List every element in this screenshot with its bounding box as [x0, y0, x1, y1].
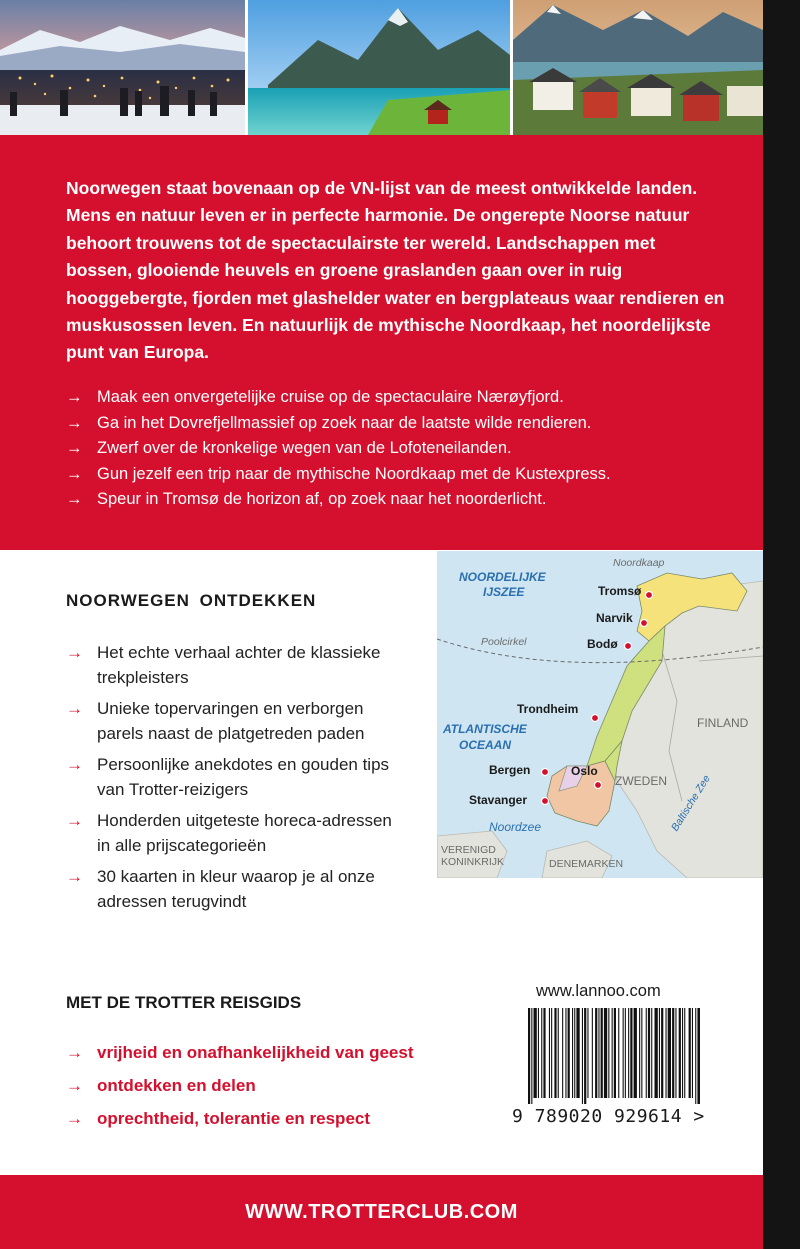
intro-panel — [0, 135, 763, 550]
map-label-sea-north: IJSZEE — [483, 585, 525, 599]
barcode-bar — [554, 1008, 556, 1098]
barcode-bar — [648, 1008, 650, 1098]
barcode-bar — [695, 1008, 696, 1104]
list-item: → ontdekken en delen — [66, 1076, 256, 1095]
barcode-bar — [675, 1008, 676, 1098]
map-label-sea-atlantic: OCEAAN — [459, 738, 512, 752]
arrow-icon: → — [66, 490, 83, 509]
isbn-number: 9 789020 929614 > — [512, 1106, 705, 1127]
barcode-bar — [534, 1008, 537, 1098]
arrow-icon: → — [66, 699, 83, 718]
norway-map — [437, 551, 763, 878]
trotter-heading: MET DE TROTTER REISGIDS — [66, 993, 302, 1012]
barcode-bar — [682, 1008, 683, 1098]
barcode-bar — [592, 1008, 593, 1098]
map-label-trondheim: Trondheim — [517, 702, 579, 716]
barcode-bar — [538, 1008, 539, 1098]
barcode-bar — [679, 1008, 681, 1098]
arrow-icon: → — [66, 1043, 83, 1062]
arrow-icon: → — [66, 388, 83, 406]
arrow-icon: → — [66, 439, 83, 458]
barcode-bar — [528, 1008, 530, 1104]
map-label-stavanger: Stavanger — [469, 793, 528, 807]
barcode-bar — [625, 1008, 626, 1098]
barcode-bar — [639, 1008, 640, 1098]
map-label-oslo: Oslo — [571, 764, 598, 778]
list-item: → Speur in Tromsø de horizon af, op zoek naar het noorderlicht. — [66, 487, 611, 513]
barcode-bar — [646, 1008, 647, 1098]
barcode-bar — [623, 1008, 624, 1098]
map-label-denemarken: DENEMARKEN — [549, 858, 624, 870]
photo-village-mountains — [513, 0, 763, 135]
barcode-bar — [582, 1008, 583, 1104]
map-label-zweden: ZWEDEN — [615, 774, 667, 788]
barcode-bar — [618, 1008, 619, 1098]
barcode-bar — [568, 1008, 570, 1098]
list-item: → Ga in het Dovrefjellmassief op zoek naar de laatste wilde rendieren. — [66, 411, 611, 437]
arrow-icon: → — [66, 755, 83, 774]
arrow-icon: → — [66, 1076, 83, 1095]
barcode-bar — [689, 1008, 691, 1098]
discover-list — [66, 641, 396, 921]
arrow-icon: → — [66, 1109, 83, 1128]
map-label-sea-atlantic: ATLANTISCHE — [443, 722, 527, 736]
barcode-bar — [668, 1008, 671, 1098]
barcode-bar — [651, 1008, 652, 1098]
barcode-bar — [666, 1008, 667, 1098]
list-item: → Maak een onvergetelijke cruise op de spectaculaire Nærøyfjord. — [66, 385, 611, 411]
barcode-bar — [572, 1008, 573, 1098]
map-label-noordkaap: Noordkaap — [613, 557, 665, 569]
photo-lofoten-fjord — [248, 0, 510, 135]
footer-url[interactable]: WWW.TROTTERCLUB.COM — [245, 1201, 518, 1223]
list-item: → vrijheid en onafhankelijkheid van geest — [66, 1043, 414, 1062]
arrow-icon: → — [66, 811, 83, 830]
barcode-bar — [543, 1008, 545, 1098]
barcode-bar — [661, 1008, 663, 1098]
highlights-list — [66, 385, 611, 513]
barcode-bar — [562, 1008, 563, 1098]
footer-bar — [0, 1175, 763, 1249]
book-spine — [763, 0, 800, 1249]
trotter-values-list — [66, 1042, 413, 1141]
barcode-bar — [628, 1008, 629, 1098]
city-dot-bergen — [542, 769, 549, 776]
list-item: → oprechtheid, tolerantie en respect — [66, 1109, 371, 1128]
list-item: → 30 kaarten in kleur waarop je al onze adressen terugvindt — [66, 867, 375, 911]
photo-tromso-night — [0, 0, 245, 135]
map-label-narvik: Narvik — [596, 611, 633, 625]
barcode-bar — [541, 1008, 542, 1098]
barcode-bar — [608, 1008, 609, 1098]
map-label-finland: FINLAND — [697, 716, 749, 730]
barcode-bar — [549, 1008, 550, 1098]
list-item: → Unieke topervaringen en verborgen parels naast de platgetreden paden — [66, 699, 365, 743]
barcode-bar — [692, 1008, 693, 1098]
city-dot-oslo — [595, 782, 602, 789]
barcode-bar — [601, 1008, 603, 1098]
arrow-icon: → — [66, 413, 83, 432]
barcode-bar — [641, 1008, 642, 1098]
barcode-bar — [551, 1008, 552, 1098]
city-dot-bodo — [625, 643, 632, 650]
barcode-bar — [531, 1008, 532, 1104]
barcode-bar — [655, 1008, 658, 1098]
map-label-noordzee: Noordzee — [489, 820, 542, 834]
barcode-bar — [659, 1008, 660, 1098]
barcode-bar — [630, 1008, 632, 1098]
barcode-bar — [558, 1008, 559, 1098]
map-label-sea-north: NOORDELIJKE — [459, 570, 546, 584]
isbn-barcode — [528, 1008, 700, 1104]
map-label-bodo: Bodø — [587, 637, 618, 651]
barcode-bar — [584, 1008, 586, 1104]
barcode-bar — [697, 1008, 700, 1104]
arrow-icon: → — [66, 643, 83, 662]
map-label-uk: KONINKRIJK — [441, 856, 505, 868]
city-dot-tromso — [646, 592, 653, 599]
list-item: → Het echte verhaal achter de klassieke trekpleisters — [66, 643, 381, 687]
intro-text: Noorwegen staat bovenaan op de VN-lijst van de meest ontwikkelde landen. Mens en natuur leven er in perfecte harmonie. De ongerepte Noorse natuur behoort trouwens tot de spectaculairste ter wereld. Landschappen met bossen, glooiende heuvels en groene graslanden gaan over in ruig hooggebergte, fjorden met glashelder water en bergplateaus waar rendieren en muskusossen leven. En natuurlijk de mythische Noordkaap, het noordelijkste punt van Europa. — [66, 178, 725, 363]
barcode-bar — [684, 1008, 685, 1098]
barcode-bar — [672, 1008, 674, 1098]
map-label-baltic: Baltische Zee — [669, 773, 713, 834]
barcode-bar — [574, 1008, 575, 1098]
publisher-site[interactable]: www.lannoo.com — [536, 982, 661, 1000]
city-dot-narvik — [641, 620, 648, 627]
map-label-uk: VERENIGD — [441, 844, 496, 856]
discover-heading: NOORWEGEN ONTDEKKEN — [66, 591, 317, 610]
barcode-bar — [598, 1008, 599, 1098]
list-item: → Persoonlijke anekdotes en gouden tips van Trotter-reizigers — [66, 755, 390, 799]
arrow-icon: → — [66, 867, 83, 886]
map-label-bergen: Bergen — [489, 763, 531, 777]
barcode-bar — [634, 1008, 637, 1098]
barcode-bar — [565, 1008, 566, 1098]
map-label-tromso: Tromsø — [598, 584, 642, 598]
barcode-bar — [587, 1008, 588, 1098]
city-dot-stavanger — [542, 798, 549, 805]
barcode-bar — [576, 1008, 579, 1098]
city-dot-trondheim — [592, 715, 599, 722]
list-item: → Gun jezelf een trip naar de mythische Noordkaap met de Kustexpress. — [66, 462, 611, 488]
list-item: → Zwerf over de kronkelige wegen van de Lofoteneilanden. — [66, 436, 611, 462]
barcode-bar — [614, 1008, 616, 1098]
barcode-bar — [604, 1008, 607, 1098]
barcode-bar — [595, 1008, 597, 1098]
arrow-icon: → — [66, 464, 83, 483]
list-item: → Honderden uitgeteste horeca-adressen in alle prijscategorieën — [66, 811, 392, 855]
map-label-poolcirkel: Poolcirkel — [481, 636, 527, 648]
photo-strip — [0, 0, 763, 135]
barcode-bar — [612, 1008, 613, 1098]
